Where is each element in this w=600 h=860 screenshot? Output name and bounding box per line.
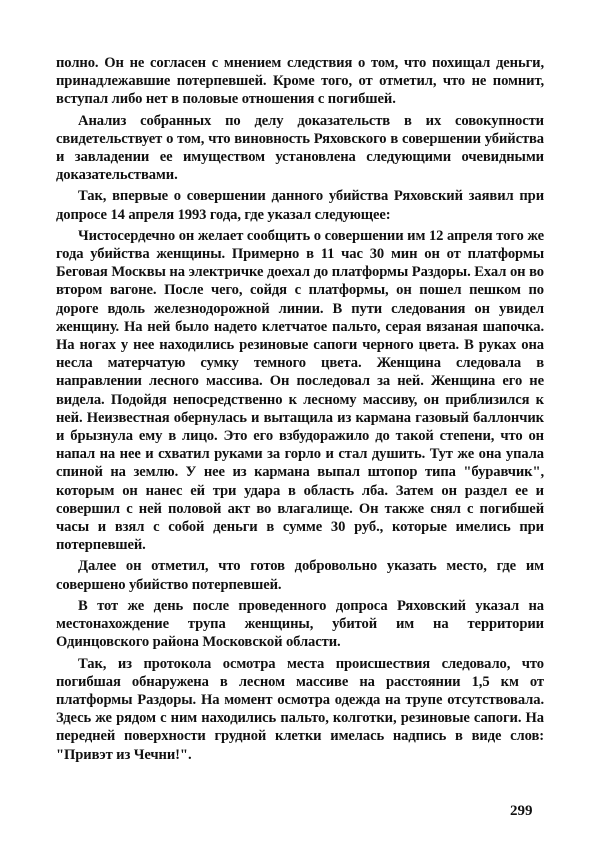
body-text: [56, 54, 544, 767]
paragraph-scene-inspection: Так, из протокола осмотра места происшествия следовало, что погибшая обнаружена в лесном массиве на расстоянии 1,5 км от платформы Раздоры. На момент осмотра одежда на трупе отсутствовала. Здесь же рядом с ним находились пальто, колготки, резиновые сапоги. На передней поверхности грудной клетки имелась надпись в виде слов: "Привэт из Чечни!".: [56, 655, 544, 763]
paragraph-willing-to-show: Далее он отметил, что готов добровольно указать место, где им совершено убийство потерпевшей.: [56, 558, 544, 593]
page-number: 299: [510, 803, 533, 819]
paragraph-evidence-analysis: Анализ собранных по делу доказательств в их совокупности свидетельствует о том, что виновность Ряховского в совершении убийства и завладении ее имуществом установлена следующими очевидными доказательствами.: [56, 112, 544, 184]
paragraph-interrogation-intro: Так, впервые о совершении данного убийства Ряховский заявил при допросе 14 апреля 1993 года, где указал следующее:: [56, 188, 544, 223]
paragraph-continuation: полно. Он не согласен с мнением следствия о том, что похищал деньги, принадлежавшие потерпевшей. Кроме того, от отметил, что не помнит, вступал либо нет в половые отношения с погибшей.: [56, 55, 544, 108]
paragraph-body-location: В тот же день после проведенного допроса Ряховский указал на местонахождение трупа женщины, убитой им на территории Одинцовского района Московской области.: [56, 597, 544, 651]
paragraph-confession-account: Чистосердечно он желает сообщить о совершении им 12 апреля того же года убийства женщины. Примерно в 11 час 30 мин он от платформы Беговая Москвы на электричке доехал до платформы Раздоры. Ехал он во втором вагоне. После чего, сойдя с платформы, он пошел пешком по дороге вдоль железнодорожной линии. В пути следования он увидел женщину. На ней было надето клетчатое пальто, серая вязаная шапочка. На ногах у нее находились резиновые сапоги черного цвета. В руках она несла матерчатую сумку темного цвета. Женщина следовала в направлении лесного массива. Он последовал за ней. Женщина его не видела. Подойдя непосредственно к лесному массиву, он приблизился к ней. Неизвестная обернулась и вытащила из кармана газовый баллончик и брызнула ему в лицо. Это его взбудоражило до такой степени, что он напал на нее и схватил руками за горло и стал душить. Тут же она упала спиной на землю. У нее из кармана выпал штопор типа "буравчик", которым он нанес ей три удара в область лба. Затем он раздел ее и совершил с ней половой акт во влагалище. Он также снял с погибшей часы и взял с собой деньги в сумме 30 руб., которые имелись при потерпевшей.: [56, 227, 544, 554]
